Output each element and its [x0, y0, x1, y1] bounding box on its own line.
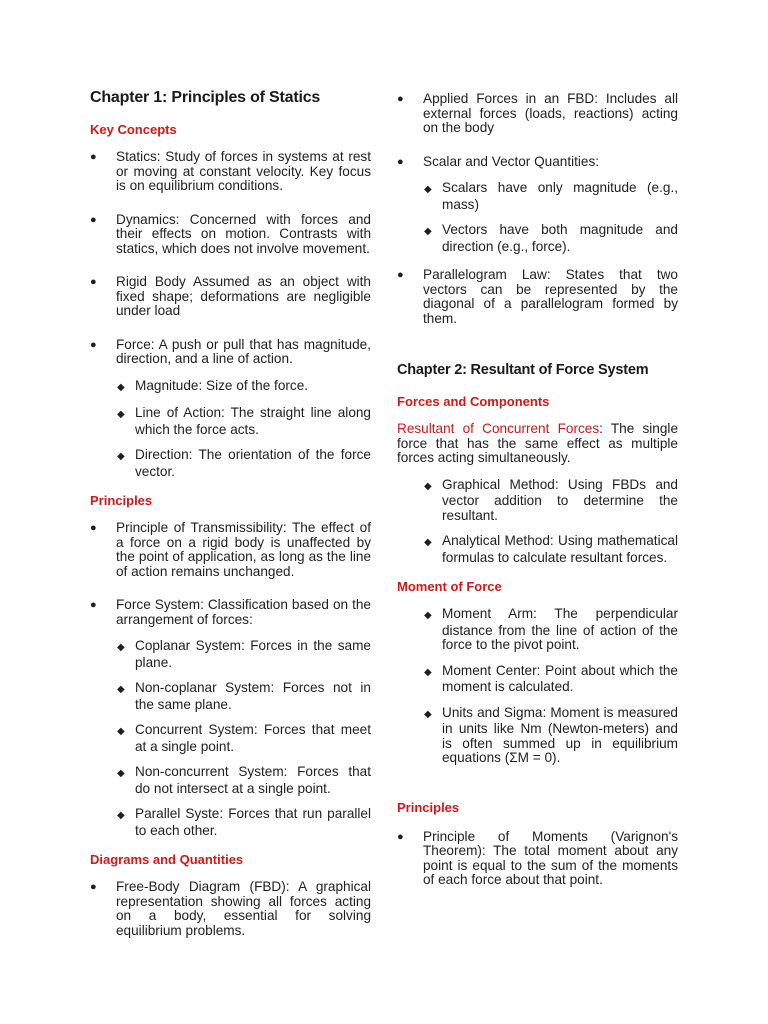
diamond-icon: ◆ — [117, 451, 125, 462]
bullet-statics: ● Statics: Study of forces in systems at rest or moving at constant velocity. Key focus is on equilibrium conditions. — [90, 149, 371, 193]
sub-bullet-line-of-action: ◆ Line of Action: The straight line along which the force acts. — [117, 405, 371, 437]
resultant-paragraph: Resultant of Concurrent Forces: The single force that has the same effect as multiple forces acting simultaneously. — [397, 421, 678, 465]
diamond-icon: ◆ — [117, 768, 125, 779]
sub-bullet-scalars: ◆ Scalars have only magnitude (e.g., mass) — [424, 180, 678, 212]
right-column — [397, 92, 678, 907]
diamond-icon: ◆ — [424, 708, 432, 720]
bullet-transmissibility: ● Principle of Transmissibility: The effect of a force on a rigid body is unaffected by the point of application, as long as the line of action remains unchanged. — [90, 520, 371, 579]
sub-bullet-non-concurrent: ◆ Non-concurrent System: Forces that do not intersect at a single point. — [117, 764, 371, 796]
diamond-icon: ◆ — [424, 184, 432, 195]
chapter-2-title: Chapter 2: Resultant of Force System — [397, 362, 649, 378]
diamond-icon: ◆ — [424, 666, 432, 678]
bullet-icon: ● — [397, 155, 404, 168]
left-column — [90, 88, 371, 957]
sub-bullet-concurrent: ◆ Concurrent System: Forces that meet at a single point. — [117, 722, 371, 754]
bullet-icon: ● — [90, 151, 97, 163]
principles-heading-2: Principles — [397, 799, 460, 815]
bullet-icon: ● — [397, 93, 404, 105]
diamond-icon: ◆ — [117, 642, 125, 653]
chapter-1-title: Chapter 1: Principles of Statics — [90, 89, 321, 106]
bullet-varignon: ● Principle of Moments (Varignon's Theorem): The total moment about any point is equal to the sum of the moments of each force about that point. — [397, 828, 678, 887]
principles-heading: Principles — [90, 493, 153, 508]
bullet-icon: ● — [90, 522, 97, 534]
sub-bullet-moment-arm: ◆ Moment Arm: The perpendicular distance from the line of action of the force to the pivot point. — [424, 606, 678, 652]
forces-components-heading: Forces and Components — [397, 394, 550, 409]
sub-bullet-units-sigma: ◆ Units and Sigma: Moment is measured in units like Nm (Newton-meters) and is often summed up in equilibrium equations (ΣM = 0). — [424, 704, 678, 765]
diamond-icon: ◆ — [424, 480, 432, 492]
sub-bullet-vectors: ◆ Vectors have both magnitude and direction (e.g., force). — [424, 222, 678, 254]
sub-bullet-graphical: ◆ Graphical Method: Using FBDs and vector addition to determine the resultant. — [424, 476, 678, 523]
bullet-scalar-vector: ● Scalar and Vector Quantities: — [397, 153, 600, 169]
sub-bullet-direction: ◆ Direction: The orientation of the force vector. — [117, 447, 371, 479]
diamond-icon: ◆ — [424, 610, 432, 621]
bullet-icon: ● — [90, 276, 97, 288]
bullet-fbd: ● Free-Body Diagram (FBD): A graphical representation showing all forces acting on a body, essential for solving equilibrium problems. — [90, 879, 371, 938]
bullet-icon: ● — [90, 881, 97, 893]
diamond-icon: ◆ — [117, 381, 125, 393]
bullet-force: ● Force: A push or pull that has magnitude, direction, and a line of action. — [90, 336, 371, 366]
diagrams-heading: Diagrams and Quantities — [90, 852, 244, 867]
diamond-icon: ◆ — [117, 684, 125, 695]
sub-bullet-analytical: ◆ Analytical Method: Using mathematical formulas to calculate resultant forces. — [424, 533, 678, 565]
bullet-icon: ● — [90, 599, 97, 611]
bullet-icon: ● — [397, 830, 404, 843]
bullet-applied-forces: ● Applied Forces in an FBD: Includes all external forces (loads, reactions) acting on the body — [397, 91, 678, 135]
bullet-icon: ● — [90, 213, 97, 226]
bullet-parallelogram: ● Parallelogram Law: States that two vectors can be represented by the diagonal of a parallelogram formed by them. — [397, 267, 678, 326]
diamond-icon: ◆ — [117, 726, 125, 737]
diamond-icon: ◆ — [424, 537, 432, 548]
key-concepts-heading: Key Concepts — [90, 122, 177, 137]
sub-bullet-non-coplanar: ◆ Non-coplanar System: Forces not in the same plane. — [117, 680, 371, 712]
bullet-rigid-body: ● Rigid Body Assumed as an object with fixed shape; deformations are negligible under load — [90, 274, 371, 318]
resultant-term: Resultant of Concurrent Forces — [397, 421, 600, 436]
diamond-icon: ◆ — [117, 409, 125, 420]
bullet-icon: ● — [397, 269, 404, 281]
diamond-icon: ◆ — [424, 226, 432, 237]
bullet-dynamics: ● Dynamics: Concerned with forces and their effects on motion. Contrasts with statics, which does not involve movement. — [90, 211, 371, 256]
diamond-icon: ◆ — [117, 810, 125, 821]
sub-bullet-parallel: ◆ Parallel Syste: Forces that run parallel to each other. — [117, 806, 371, 838]
sub-bullet-moment-center: ◆ Moment Center: Point about which the moment is calculated. — [424, 662, 678, 694]
bullet-icon: ● — [90, 338, 97, 351]
sub-bullet-coplanar: ◆ Coplanar System: Forces in the same plane. — [117, 638, 371, 670]
moment-heading: Moment of Force — [397, 579, 502, 594]
sub-bullet-magnitude: ◆ Magnitude: Size of the force. — [90, 379, 371, 396]
bullet-force-system: ● Force System: Classification based on the arrangement of forces: — [90, 597, 371, 627]
